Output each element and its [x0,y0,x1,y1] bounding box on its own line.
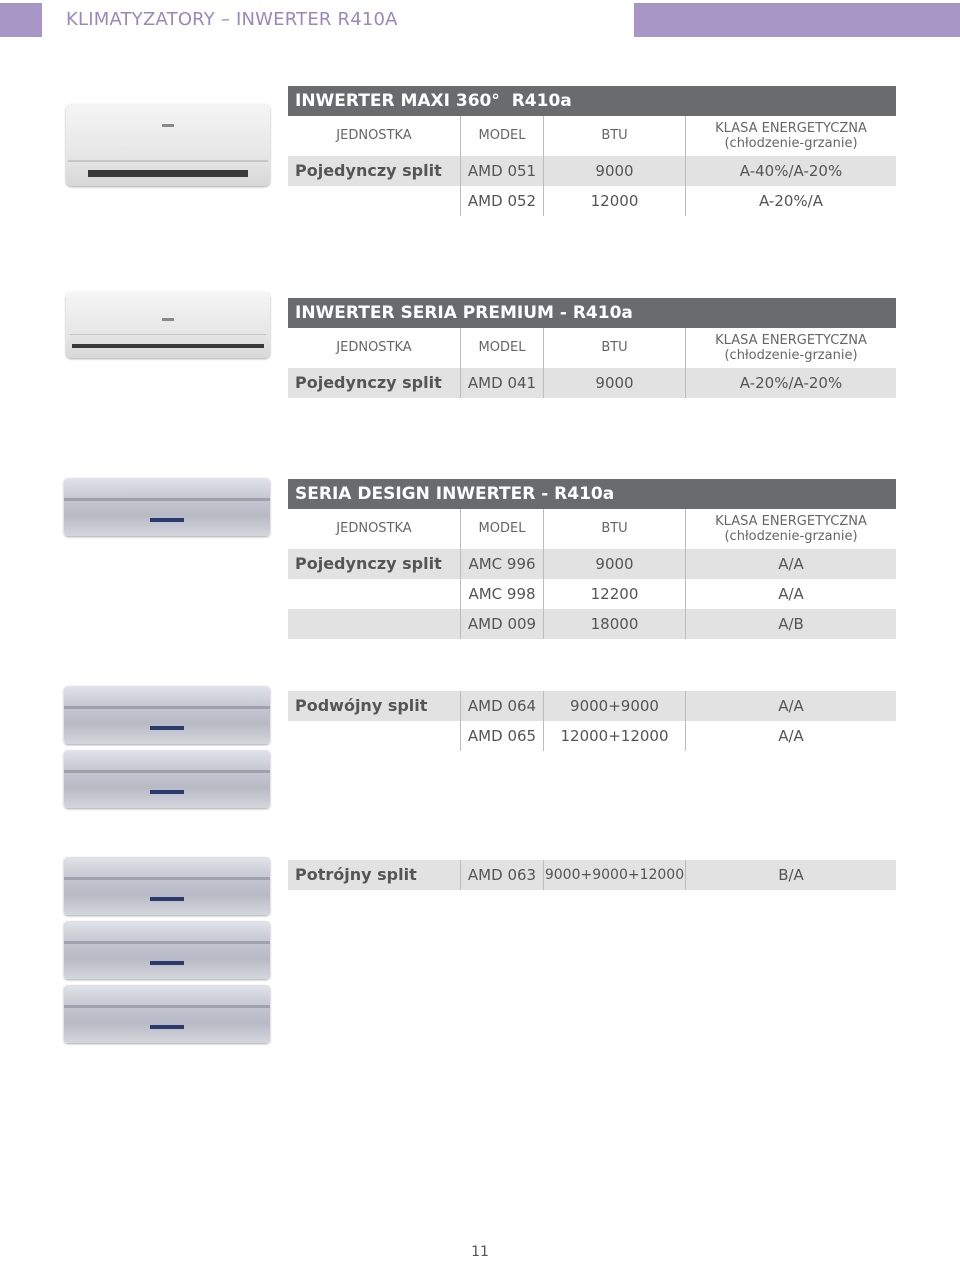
cell-class: A/A [778,585,804,603]
cell-unit: Pojedynczy split [288,549,461,579]
table-row [288,609,896,639]
table-row [288,156,896,186]
col-header-btu: BTU [544,116,686,156]
table-premium [288,298,896,398]
col-header-model: MODEL [461,328,544,368]
section-title: SERIA DESIGN INWERTER - R410a [288,479,896,509]
cell-btu: 12000 [544,186,686,216]
dual-split-unit-image-2 [64,750,272,810]
cell-model: AMD 041 [461,368,544,398]
table-row [288,368,896,398]
table-triple-split [288,860,896,890]
table-header-row [288,328,896,368]
col-header-unit: JEDNOSTKA [288,509,461,549]
col-header-class-line1: KLASA ENERGETYCZNA [715,121,867,136]
cell-unit [288,186,461,216]
col-header-model: MODEL [461,509,544,549]
cell-btu: 9000+9000+12000 [544,860,686,890]
table-design [288,479,896,639]
cell-model: AMD 009 [461,609,544,639]
cell-class: A/A [778,697,804,715]
design-unit-image [64,478,272,538]
cell-model: AMD 052 [461,186,544,216]
cell-model: AMC 998 [461,579,544,609]
cell-unit: Podwójny split [288,691,461,721]
col-header-btu: BTU [544,328,686,368]
cell-class: A/A [778,555,804,573]
col-header-class-line1: KLASA ENERGETYCZNA [715,333,867,348]
triple-split-unit-image-2 [64,921,272,981]
table-row [288,186,896,216]
cell-class: A-20%/A [759,192,823,210]
col-header-class [686,328,896,368]
cell-class: A-40%/A-20% [739,162,843,180]
table-header-row [288,509,896,549]
cell-btu: 12000+12000 [544,721,686,751]
col-header-unit: JEDNOSTKA [288,328,461,368]
cell-unit: Pojedynczy split [288,156,461,186]
col-header-btu: BTU [544,509,686,549]
cell-unit: Pojedynczy split [288,368,461,398]
cell-unit: Potrójny split [288,860,461,890]
table-row [288,721,896,751]
cell-class: A-20%/A-20% [739,374,843,392]
col-header-class-line2: (chłodzenie-grzanie) [724,136,858,151]
col-header-class [686,116,896,156]
col-header-class-line2: (chłodzenie-grzanie) [724,348,858,363]
header-right-bar [634,3,960,37]
cell-model: AMD 064 [461,691,544,721]
table-row [288,691,896,721]
maxi-360-unit-image [66,104,272,188]
table-row [288,860,896,890]
col-header-class-line1: KLASA ENERGETYCZNA [715,514,867,529]
cell-btu: 18000 [544,609,686,639]
dual-split-unit-image-1 [64,686,272,746]
cell-btu: 9000 [544,549,686,579]
cell-model: AMD 051 [461,156,544,186]
cell-btu: 9000+9000 [544,691,686,721]
cell-unit [288,579,461,609]
cell-model: AMD 065 [461,721,544,751]
section-title: INWERTER SERIA PREMIUM - R410a [288,298,896,328]
cell-unit [288,609,461,639]
cell-class: A/A [778,727,804,745]
col-header-class-line2: (chłodzenie-grzanie) [724,529,858,544]
cell-model: AMD 063 [461,860,544,890]
cell-btu: 12200 [544,579,686,609]
page-number: 11 [471,1244,489,1260]
col-header-model: MODEL [461,116,544,156]
cell-btu: 9000 [544,156,686,186]
table-maxi-360 [288,86,896,216]
table-row [288,579,896,609]
table-header-row [288,116,896,156]
cell-btu: 9000 [544,368,686,398]
section-title: INWERTER MAXI 360° R410a [288,86,896,116]
cell-model: AMC 996 [461,549,544,579]
header-left-bar [0,3,42,37]
premium-unit-image [66,292,272,360]
cell-class: A/B [778,615,804,633]
col-header-unit: JEDNOSTKA [288,116,461,156]
triple-split-unit-image-1 [64,857,272,917]
table-dual-split [288,691,896,751]
triple-split-unit-image-3 [64,985,272,1045]
col-header-class [686,509,896,549]
cell-class: B/A [778,866,804,884]
table-row [288,549,896,579]
cell-unit [288,721,461,751]
page-title: KLIMATYZATORY – INWERTER R410A [66,9,398,30]
